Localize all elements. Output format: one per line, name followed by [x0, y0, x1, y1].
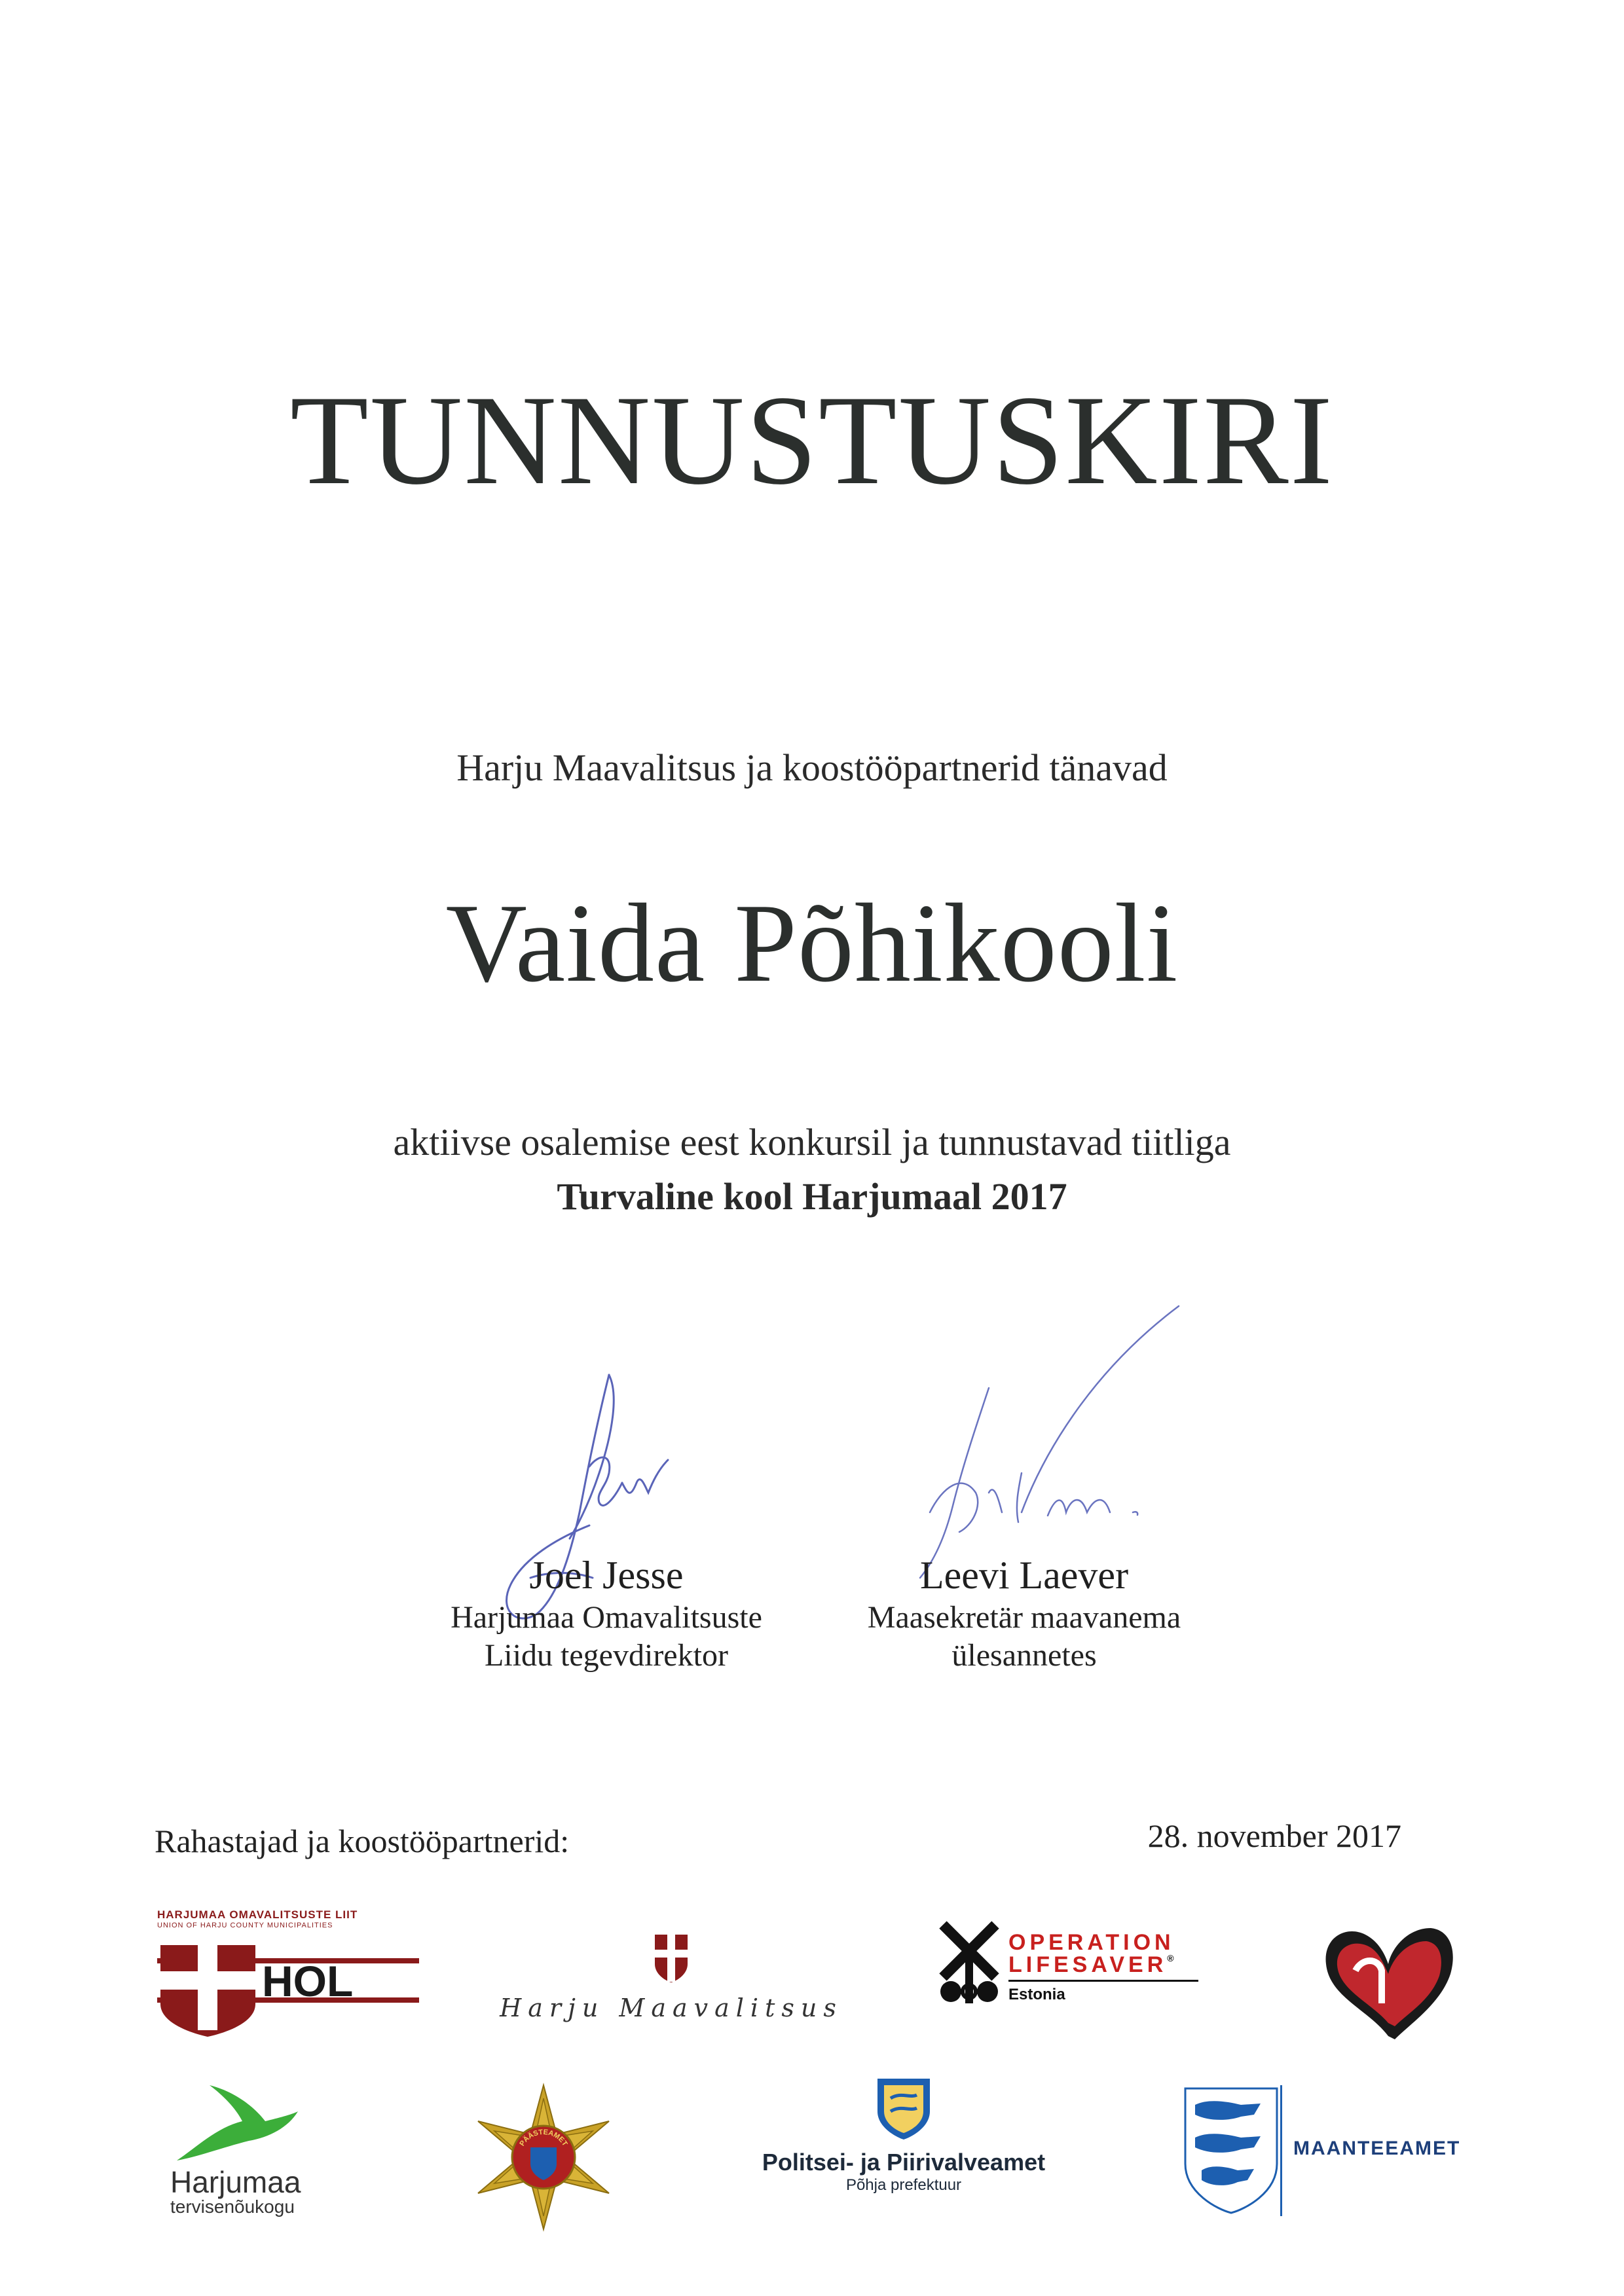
- maanteeamet-text: MAANTEEAMET: [1293, 2138, 1461, 2159]
- ppa-line2: Põhja prefektuur: [845, 2176, 962, 2194]
- harju-maavalitsus-text: Harju Maavalitsus: [500, 1994, 843, 2022]
- lifesaver-line3: Estonia: [1008, 1986, 1065, 2003]
- harju-coat-of-arms-icon: [652, 1931, 691, 1984]
- signer-name: Joel Jesse: [529, 1554, 684, 1597]
- hol-shield-icon: [157, 1932, 419, 2037]
- rescue-star-badge-icon: [468, 2082, 619, 2232]
- harjumaa-tervisenoukogu-logo: [170, 2082, 341, 2239]
- hol-mark: HOL: [262, 1957, 354, 2005]
- hol-line1: HARJUMAA OMAVALITSUSTE LIIT: [157, 1908, 358, 1921]
- heart-logo-icon: [1316, 1918, 1460, 2043]
- three-lions-icon: [1182, 2085, 1280, 2216]
- hol-logo: [157, 1908, 419, 2039]
- signer-role-line1: Harjumaa Omavalitsuste: [451, 1600, 762, 1635]
- hol-line2: UNION OF HARJU COUNTY MUNICIPALITIES: [157, 1922, 333, 1929]
- recipient-name: Vaida Põhikooli: [445, 881, 1179, 1006]
- ppa-logo: [740, 2075, 1067, 2232]
- maanteeamet-logo: [1182, 2085, 1461, 2223]
- certificate-intro: Harju Maavalitsus ja koostööpartnerid tänavad: [456, 746, 1168, 789]
- lifesaver-line2: LIFESAVER®: [1008, 1952, 1174, 1977]
- award-title: Turvaline kool Harjumaal 2017: [557, 1175, 1067, 1218]
- signer-role-line1: Maasekretär maavanema: [867, 1600, 1181, 1635]
- police-shield-icon: [874, 2075, 933, 2141]
- operation-lifesaver-logo: [936, 1918, 1211, 2016]
- signer-block-2: [788, 1552, 1260, 1674]
- award-reason: aktiivse osalemise eest konkursil ja tunnustavad tiitliga: [393, 1121, 1231, 1163]
- ppa-line1: Politsei- ja Piirivalveamet: [762, 2149, 1046, 2176]
- signer-block-1: [371, 1552, 842, 1674]
- signer-role-line2: Liidu tegevdirektor: [485, 1637, 728, 1673]
- lifesaver-line1: OPERATION: [1008, 1930, 1175, 1955]
- railway-crossing-icon: [936, 1918, 1002, 2010]
- signer-role-line2: ülesannetes: [951, 1637, 1097, 1673]
- tervisenoukogu-line1: Harjumaa: [170, 2165, 301, 2199]
- funders-label: Rahastajad ja koostööpartnerid:: [155, 1823, 570, 1859]
- rescue-badge-text: PÄÄSTEAMET: [518, 2128, 569, 2148]
- swallow-bird-icon: [170, 2082, 301, 2167]
- tervisenoukogu-line2: tervisenõukogu: [170, 2196, 295, 2217]
- certificate-date: 28. november 2017: [1147, 1817, 1401, 1854]
- signer-name: Leevi Laever: [919, 1554, 1129, 1597]
- harju-maavalitsus-logo: [498, 1931, 845, 2049]
- certificate-title: TUNNUSTUSKIRI: [290, 369, 1334, 511]
